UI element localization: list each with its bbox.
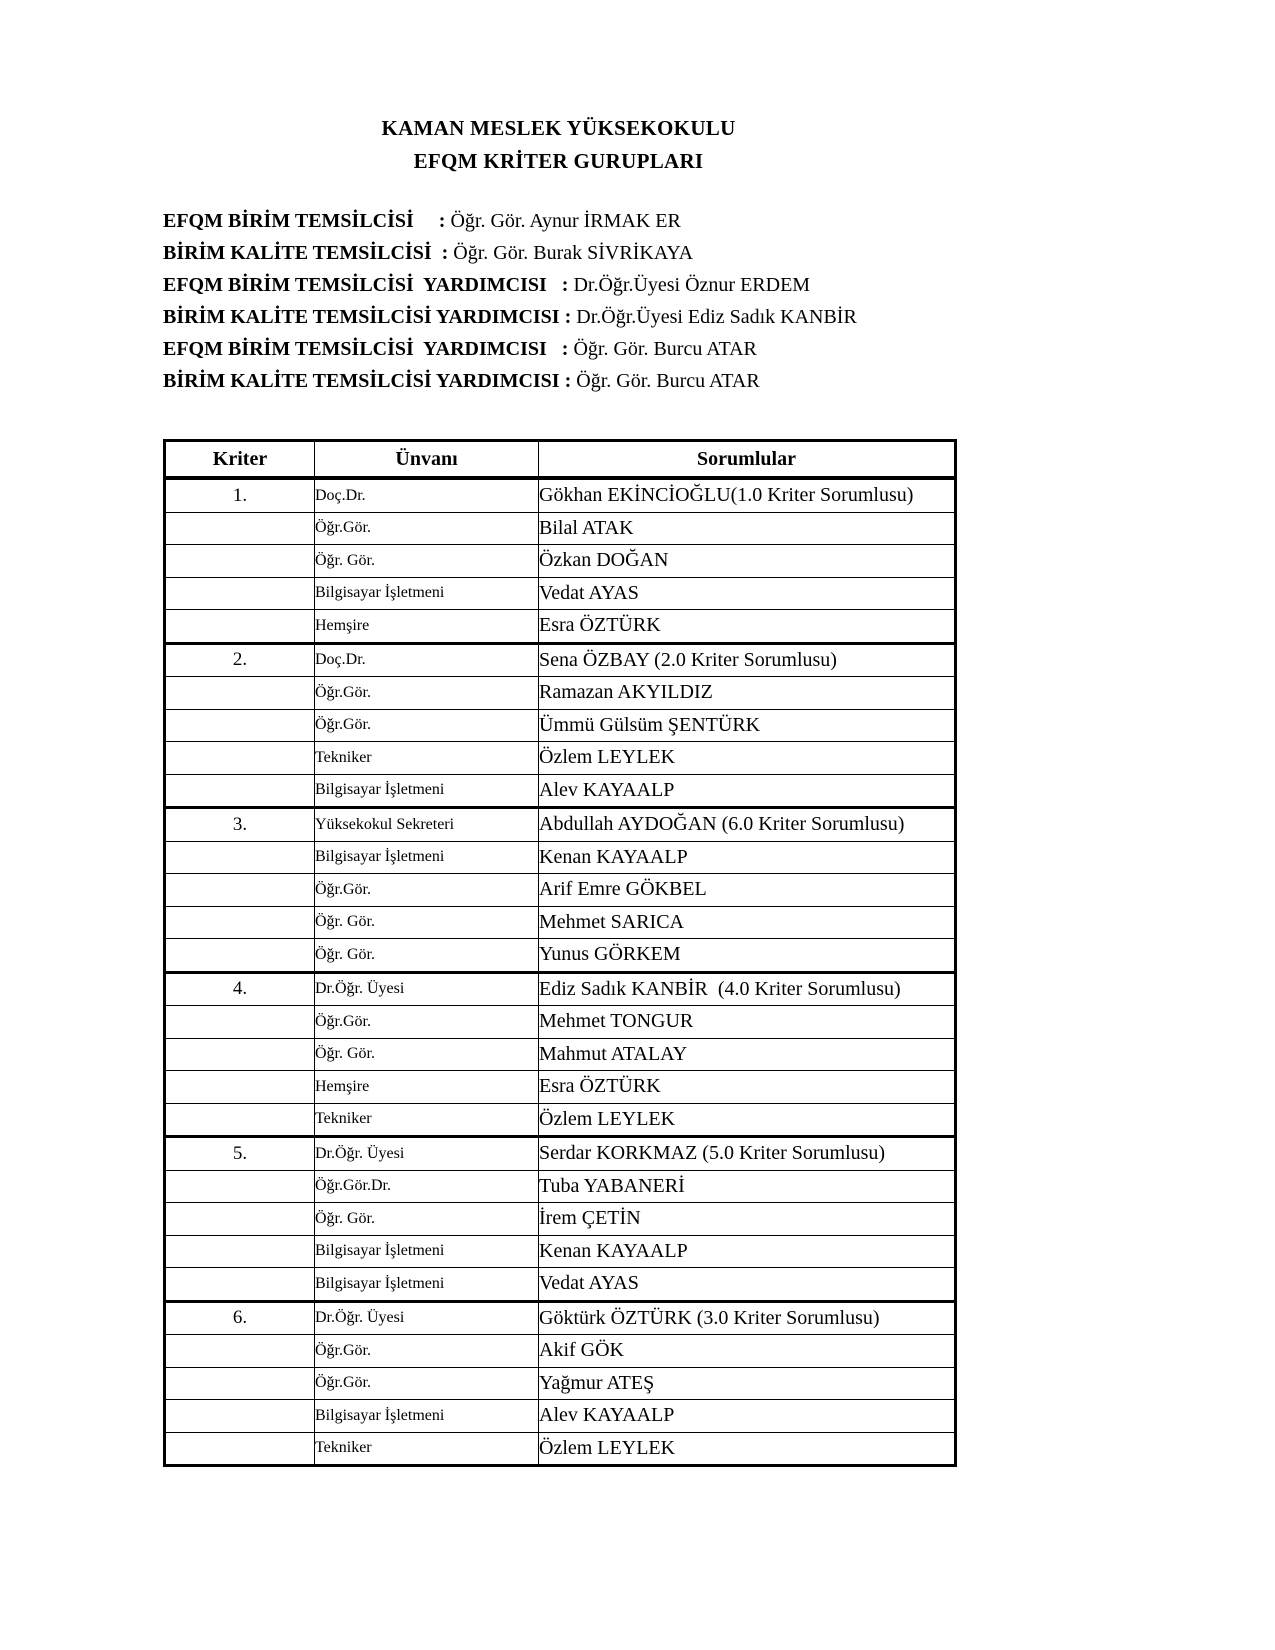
header-sorumlular: Sorumlular: [539, 441, 956, 479]
rep-value: Öğr. Gör. Burak SİVRİKAYA: [448, 242, 694, 264]
kriter-cell: [165, 1268, 315, 1302]
sorumlu-cell: Mehmet TONGUR: [539, 1006, 956, 1039]
table-row: [165, 1006, 956, 1039]
unvan-cell: Öğr.Gör.: [315, 677, 539, 710]
rep-label: BİRİM KALİTE TEMSİLCİSİ YARDIMCISI :: [163, 306, 572, 328]
sorumlu-cell: Vedat AYAS: [539, 1268, 956, 1302]
kriter-cell: [165, 545, 315, 578]
unvan-cell: Doç.Dr.: [315, 478, 539, 512]
unvan-cell: Bilgisayar İşletmeni: [315, 577, 539, 610]
kriter-cell: [165, 1006, 315, 1039]
table-row: [165, 478, 956, 512]
sorumlu-cell: Kenan KAYAALP: [539, 841, 956, 874]
unvan-cell: Dr.Öğr. Üyesi: [315, 972, 539, 1006]
kriter-cell: [165, 1400, 315, 1433]
kriter-cell: 1.: [165, 478, 315, 512]
sorumlu-cell: Gökhan EKİNCİOĞLU(1.0 Kriter Sorumlusu): [539, 478, 956, 512]
table-row: [165, 1367, 956, 1400]
kriter-cell: [165, 906, 315, 939]
unvan-cell: Dr.Öğr. Üyesi: [315, 1137, 539, 1171]
sorumlu-cell: Özlem LEYLEK: [539, 1432, 956, 1466]
unvan-cell: Öğr. Gör.: [315, 906, 539, 939]
sorumlu-cell: Serdar KORKMAZ (5.0 Kriter Sorumlusu): [539, 1137, 956, 1171]
rep-line-efqm-yardimci-1: [163, 269, 954, 301]
unvan-cell: Doç.Dr.: [315, 643, 539, 677]
unvan-cell: Hemşire: [315, 610, 539, 644]
criteria-table-body: [165, 478, 956, 1466]
rep-label: BİRİM KALİTE TEMSİLCİSİ :: [163, 242, 449, 264]
unvan-cell: Tekniker: [315, 1103, 539, 1137]
table-row: [165, 1038, 956, 1071]
table-row: [165, 709, 956, 742]
unvan-cell: Tekniker: [315, 1432, 539, 1466]
table-row: [165, 939, 956, 973]
sorumlu-cell: Abdullah AYDOĞAN (6.0 Kriter Sorumlusu): [539, 808, 956, 842]
kriter-cell: [165, 874, 315, 907]
table-row: [165, 577, 956, 610]
kriter-cell: [165, 1335, 315, 1368]
kriter-cell: [165, 939, 315, 973]
kriter-cell: [165, 1432, 315, 1466]
sorumlu-cell: Yunus GÖRKEM: [539, 939, 956, 973]
sorumlu-cell: Esra ÖZTÜRK: [539, 1071, 956, 1104]
rep-value: Dr.Öğr.Üyesi Öznur ERDEM: [568, 274, 811, 296]
unvan-cell: Bilgisayar İşletmeni: [315, 1268, 539, 1302]
kriter-cell: 2.: [165, 643, 315, 677]
table-row: [165, 808, 956, 842]
sorumlu-cell: Ramazan AKYILDIZ: [539, 677, 956, 710]
table-header-row: [165, 441, 956, 479]
sorumlu-cell: Göktürk ÖZTÜRK (3.0 Kriter Sorumlusu): [539, 1301, 956, 1335]
criteria-table: [163, 439, 957, 1467]
sorumlu-cell: Mehmet SARICA: [539, 906, 956, 939]
rep-label: EFQM BİRİM TEMSİLCİSİ YARDIMCISI :: [163, 274, 569, 296]
kriter-cell: [165, 1103, 315, 1137]
table-row: [165, 677, 956, 710]
unvan-cell: Öğr.Gör.: [315, 1006, 539, 1039]
table-row: [165, 1235, 956, 1268]
rep-label: EFQM BİRİM TEMSİLCİSİ YARDIMCISI :: [163, 338, 569, 360]
rep-line-kalite-yardimci-1: [163, 301, 954, 333]
sorumlu-cell: Yağmur ATEŞ: [539, 1367, 956, 1400]
document-title: KAMAN MESLEK YÜKSEKOKULU: [381, 116, 736, 140]
unvan-cell: Bilgisayar İşletmeni: [315, 1235, 539, 1268]
title-block: [163, 0, 954, 178]
sorumlu-cell: Özlem LEYLEK: [539, 1103, 956, 1137]
sorumlu-cell: Özkan DOĞAN: [539, 545, 956, 578]
rep-value: Öğr. Gör. Burcu ATAR: [571, 370, 760, 392]
table-row: [165, 1400, 956, 1433]
kriter-cell: [165, 1203, 315, 1236]
kriter-cell: [165, 709, 315, 742]
kriter-cell: [165, 1367, 315, 1400]
unvan-cell: Öğr.Gör.: [315, 512, 539, 545]
kriter-cell: 3.: [165, 808, 315, 842]
sorumlu-cell: Mahmut ATALAY: [539, 1038, 956, 1071]
table-row: [165, 1071, 956, 1104]
document-content: [163, 0, 954, 1467]
table-row: [165, 841, 956, 874]
table-row: [165, 610, 956, 644]
sorumlu-cell: Sena ÖZBAY (2.0 Kriter Sorumlusu): [539, 643, 956, 677]
sorumlu-cell: Alev KAYAALP: [539, 774, 956, 808]
unvan-cell: Yüksekokul Sekreteri: [315, 808, 539, 842]
header-unvani: Ünvanı: [315, 441, 539, 479]
kriter-cell: [165, 610, 315, 644]
unvan-cell: Dr.Öğr. Üyesi: [315, 1301, 539, 1335]
sorumlu-cell: Özlem LEYLEK: [539, 742, 956, 775]
unvan-cell: Öğr. Gör.: [315, 1038, 539, 1071]
document-subtitle: EFQM KRİTER GURUPLARI: [413, 149, 704, 173]
unvan-cell: Öğr. Gör.: [315, 1203, 539, 1236]
table-row: [165, 972, 956, 1006]
table-row: [165, 1301, 956, 1335]
unvan-cell: Öğr.Gör.: [315, 1367, 539, 1400]
unvan-cell: Öğr.Gör.: [315, 1335, 539, 1368]
sorumlu-cell: Bilal ATAK: [539, 512, 956, 545]
table-row: [165, 1268, 956, 1302]
sorumlu-cell: Akif GÖK: [539, 1335, 956, 1368]
rep-line-efqm-yardimci-2: [163, 333, 954, 365]
unvan-cell: Öğr. Gör.: [315, 545, 539, 578]
table-row: [165, 874, 956, 907]
sorumlu-cell: Ümmü Gülsüm ŞENTÜRK: [539, 709, 956, 742]
table-row: [165, 1170, 956, 1203]
sorumlu-cell: Alev KAYAALP: [539, 1400, 956, 1433]
kriter-cell: 4.: [165, 972, 315, 1006]
representatives-block: [163, 205, 954, 397]
sorumlu-cell: Vedat AYAS: [539, 577, 956, 610]
sorumlu-cell: Arif Emre GÖKBEL: [539, 874, 956, 907]
table-row: [165, 1335, 956, 1368]
table-row: [165, 1103, 956, 1137]
sorumlu-cell: Tuba YABANERİ: [539, 1170, 956, 1203]
kriter-cell: 6.: [165, 1301, 315, 1335]
kriter-cell: [165, 1038, 315, 1071]
kriter-cell: [165, 512, 315, 545]
sorumlu-cell: Ediz Sadık KANBİR (4.0 Kriter Sorumlusu): [539, 972, 956, 1006]
kriter-cell: [165, 841, 315, 874]
kriter-cell: [165, 577, 315, 610]
rep-value: Öğr. Gör. Aynur İRMAK ER: [445, 210, 681, 232]
rep-label: BİRİM KALİTE TEMSİLCİSİ YARDIMCISI :: [163, 370, 572, 392]
sorumlu-cell: Kenan KAYAALP: [539, 1235, 956, 1268]
unvan-cell: Bilgisayar İşletmeni: [315, 774, 539, 808]
table-row: [165, 1203, 956, 1236]
table-row: [165, 774, 956, 808]
table-row: [165, 545, 956, 578]
table-row: [165, 742, 956, 775]
kriter-cell: [165, 1235, 315, 1268]
table-row: [165, 643, 956, 677]
unvan-cell: Öğr.Gör.Dr.: [315, 1170, 539, 1203]
table-row: [165, 1432, 956, 1466]
rep-label: EFQM BİRİM TEMSİLCİSİ :: [163, 210, 446, 232]
kriter-cell: 5.: [165, 1137, 315, 1171]
rep-line-efqm-temsilci: [163, 205, 954, 237]
kriter-cell: [165, 1071, 315, 1104]
rep-line-kalite-temsilci: [163, 237, 954, 269]
sorumlu-cell: İrem ÇETİN: [539, 1203, 956, 1236]
kriter-cell: [165, 1170, 315, 1203]
kriter-cell: [165, 742, 315, 775]
sorumlu-cell: Esra ÖZTÜRK: [539, 610, 956, 644]
header-kriter: Kriter: [165, 441, 315, 479]
table-row: [165, 512, 956, 545]
unvan-cell: Öğr.Gör.: [315, 874, 539, 907]
kriter-cell: [165, 677, 315, 710]
rep-value: Dr.Öğr.Üyesi Ediz Sadık KANBİR: [571, 306, 857, 328]
unvan-cell: Tekniker: [315, 742, 539, 775]
rep-line-kalite-yardimci-2: [163, 365, 954, 397]
unvan-cell: Öğr. Gör.: [315, 939, 539, 973]
table-row: [165, 906, 956, 939]
unvan-cell: Bilgisayar İşletmeni: [315, 841, 539, 874]
rep-value: Öğr. Gör. Burcu ATAR: [568, 338, 757, 360]
unvan-cell: Hemşire: [315, 1071, 539, 1104]
unvan-cell: Bilgisayar İşletmeni: [315, 1400, 539, 1433]
kriter-cell: [165, 774, 315, 808]
unvan-cell: Öğr.Gör.: [315, 709, 539, 742]
table-row: [165, 1137, 956, 1171]
